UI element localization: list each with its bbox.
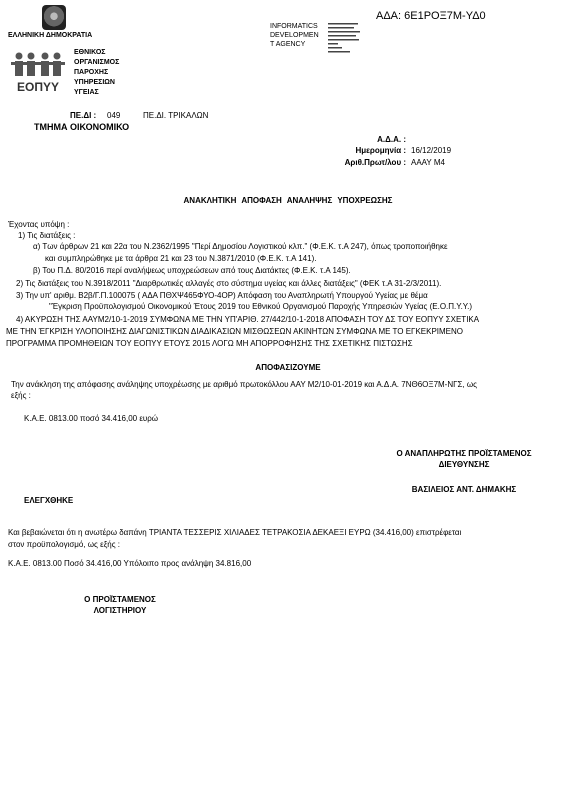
department: ΤΜΗΜΑ ΟΙΚΟΝΟΜΙΚΟ xyxy=(34,122,130,132)
signatory-title-cont: ΔΙΕΥΘΥΝΣΗΣ xyxy=(438,460,490,469)
certification-text: Και βεβαιώνεται ότι η ανωτέρω δαπάνη ΤΡΙΑΝΤΑ ΤΕΣΣΕΡΙΣ ΧΙΛΙΑΔΕΣ ΤΕΤΡΑΚΟΣΙΑ ΔΕΚΑΕΞΙ ΕΥΡΩ (34.416,00) επιστρέφεται xyxy=(8,528,462,537)
hellenic-republic: ΕΛΛΗΝΙΚΗ ΔΗΜΟΚΡΑΤΙΑ xyxy=(8,32,93,39)
digital-signature-stamp-icon xyxy=(328,22,364,54)
eopyy-logo-icon xyxy=(9,50,67,94)
org-line: ΟΡΓΑΝΙΣΜΟΣ xyxy=(74,59,120,66)
considering-item-2: 2) Τις διατάξεις του Ν.3918/2011 "Διαρθρωτικές αλλαγές στο σύστημα υγείας και άλλες διατάξεις" (ΦΕΚ τ.Α 31-2/3/2011). xyxy=(16,279,442,288)
considering-item-3-cont: "Έγκριση Προϋπολογισμού Οικονομικού Έτους 2019 του Εθνικού Οργανισμού Παροχής Υπηρεσιών Υγείας (Ε.Ο.Π.Υ.Υ.) xyxy=(49,302,472,311)
considering-item-3: 3) Την υπ' αριθμ. Β2β/Γ.Π.100075 ( ΑΔΑ ΠΘΧΨ465ΦΥΟ-4ΟΡ) Απόφαση του Αναπληρωτή Υπουργού Υγείας με θέμα xyxy=(16,291,428,300)
date-value: 16/12/2019 xyxy=(411,146,452,155)
decision-text-cont: εξής : xyxy=(11,391,31,400)
considering-item-1a: α) Των άρθρων 21 και 22α του Ν.2362/1995 "Περί Δημοσίου Λογιστικού κλπ." (Φ.Ε.Κ. τ.Α 247), όπως τροποποιήθηκε xyxy=(33,242,448,251)
ada-code: ΑΔΑ: 6Ε1ΡΟΞ7Μ-ΥΔ0 xyxy=(376,10,486,22)
org-line: ΕΘΝΙΚΟΣ xyxy=(74,49,106,56)
organization-name xyxy=(74,48,119,98)
agency-line: T AGENCY xyxy=(270,41,306,48)
certification-text-cont: στον προϋπολογισμό, ως εξής : xyxy=(8,540,121,549)
pedi-number: 049 xyxy=(107,111,121,120)
protocol-label: Αριθ.Πρωτ/λου : xyxy=(344,158,406,167)
date-label: Ημερομηνία : xyxy=(355,146,406,155)
logo-text: ΕΟΠΥΥ xyxy=(16,80,60,94)
agency-line: INFORMATICS xyxy=(270,23,318,30)
considering-item-1: 1) Τις διατάξεις : xyxy=(18,231,76,240)
pedi-label: ΠΕ.ΔΙ : xyxy=(70,111,97,120)
org-line: ΥΓΕΙΑΣ xyxy=(74,89,99,96)
ada-field-label: Α.Δ.Α. : xyxy=(377,135,406,144)
checked-label: ΕΛΕΓΧΘΗΚΕ xyxy=(24,496,74,505)
accounting-head-title-cont: ΛΟΓΙΣΤΗΡΙΟΥ xyxy=(93,606,147,615)
org-line: ΠΑΡΟΧΗΣ xyxy=(74,69,109,76)
agency-line: DEVELOPMEN xyxy=(270,32,319,39)
org-line: ΥΠΗΡΕΣΙΩΝ xyxy=(74,79,115,86)
accounting-head-title: Ο ΠΡΟΪΣΤΑΜΕΝΟΣ xyxy=(84,595,156,604)
considering-intro: Έχοντας υπόψη : xyxy=(8,220,70,229)
considering-item-4-cont: ΜΕ ΤΗΝ ΈΓΚΡΙΣΗ ΥΛΟΠΟΙΗΣΗΣ ΔΙΑΓΩΝΙΣΤΙΚΩΝ ΔΙΑΔΙΚΑΣΙΩΝ ΜΙΣΘΩΣΕΩΝ ΑΚΙΝΗΤΩΝ ΣΥΜΦΩΝΑ ΜΕ ΤΟ ΕΓΚΕΚΡΙΜΕΝΟ xyxy=(6,327,464,336)
considering-item-1b: β) Του Π.Δ. 80/2016 περί αναλήψεως υποχρεώσεων από τους Διατάκτες (Φ.Ε.Κ. τ.Α 145). xyxy=(33,266,351,275)
considering-item-1a-cont: και συμπληρώθηκε με τα άρθρα 21 και 23 του Ν.3871/2010 (Φ.Ε.Κ. τ.Α 141). xyxy=(45,254,317,263)
protocol-value: ΑΑΑΥ Μ4 xyxy=(411,158,445,167)
decision-kae-line: Κ.Α.Ε. 0813.00 ποσό 34.416,00 ευρώ xyxy=(24,414,159,423)
decision-text: Την ανάκληση της απόφασης ανάληψης υποχρέωσης με αριθμό πρωτοκόλλου ΑΑΥ Μ2/10-01-2019 και Α.Δ.Α. 7ΝΘ6ΟΞ7Μ-ΝΓΣ, ως xyxy=(11,380,478,389)
signatory-title: Ο ΑΝΑΠΛΗΡΩΤΗΣ ΠΡΟΪΣΤΑΜΕΝΟΣ xyxy=(396,449,532,458)
signatory-name: ΒΑΣΙΛΕΙΟΣ ΑΝΤ. ΔΗΜΑΚΗΣ xyxy=(411,485,517,494)
pedi-name: ΠΕ.ΔΙ. ΤΡΙΚΑΛΩΝ xyxy=(143,111,209,120)
document-title: ΑΝΑΚΛΗΤΙΚΗ ΑΠΟΦΑΣΗ ΑΝΑΛΗΨΗΣ ΥΠΟΧΡΕΩΣΗΣ xyxy=(183,196,393,205)
considering-item-4-cont: ΠΡΟΓΡΑΜΜΑ ΠΡΟΜΗΘΕΙΩΝ ΤΟΥ ΕΟΠΥΥ ΕΤΟΥΣ 2015 ΛΟΓΩ ΜΗ ΑΠΟΡΡΟΦΗΣΗΣ ΤΗΣ ΣΧΕΤΙΚΗΣ ΠΙΣΤΩΣΗΣ xyxy=(6,339,413,348)
greek-emblem-icon xyxy=(42,5,66,30)
certification-kae-line: Κ.Α.Ε. 0813.00 Ποσό 34.416,00 Υπόλοιπο προς ανάληψη 34.816,00 xyxy=(8,559,252,568)
decision-heading: ΑΠΟΦΑΣΙΖΟΥΜΕ xyxy=(255,363,321,372)
agency-signature xyxy=(270,22,319,49)
considering-item-4: 4) ΑΚΥΡΩΣΗ ΤΗΣ ΑΑΥΜ2/10-1-2019 ΣΥΜΦΩΝΑ ΜΕ ΤΗΝ ΥΠ'ΑΡΙΘ. 27/442/10-1-2018 ΑΠΟΦΑΣΗ ΤΟΥ ΔΣ ΤΟΥ ΕΟΠΥΥ ΣΧΕΤΙΚΑ xyxy=(16,315,480,324)
